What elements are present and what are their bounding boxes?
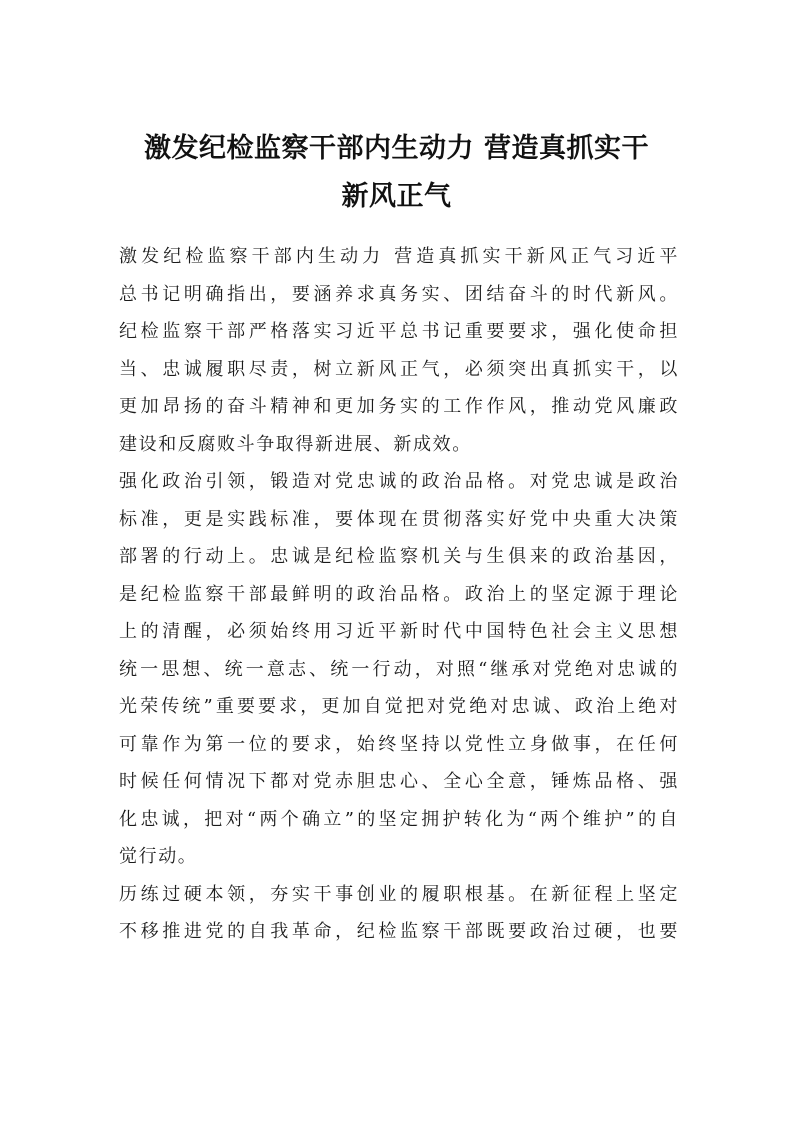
text-line: 部署的行动上。忠诚是纪检监察机关与生俱来的政治基因，	[119, 546, 679, 567]
document-title-line-1: 激发纪检监察干部内生动力 营造真抓实干	[144, 133, 649, 164]
document-title-line-2: 新风正气	[341, 181, 452, 212]
text-line: 觉行动。	[119, 846, 198, 867]
text-line: 是纪检监察干部最鲜明的政治品格。政治上的坚定源于理论	[119, 583, 679, 605]
text-line: 强化政治引领，锻造对党忠诚的政治品格。对党忠诚是政治	[119, 471, 679, 492]
text-line: 化忠诚，把对“两个确立”的坚定拥护转化为“两个维护”的自	[119, 808, 679, 830]
paragraph-3	[119, 876, 679, 951]
document-body	[119, 238, 679, 951]
paragraph-2	[119, 463, 679, 876]
text-line: 当、忠诚履职尽责，树立新风正气，必须突出真抓实干，以	[119, 358, 679, 380]
text-line: 更加昂扬的奋斗精神和更加务实的工作作风，推动党风廉政	[119, 396, 679, 417]
text-line: 光荣传统”重要要求，更加自觉把对党绝对忠诚、政治上绝对	[119, 696, 679, 717]
text-line: 标准，更是实践标准，要体现在贯彻落实好党中央重大决策	[119, 508, 679, 530]
text-line: 纪检监察干部严格落实习近平总书记重要要求，强化使命担	[119, 321, 679, 342]
text-line: 不移推进党的自我革命，纪检监察干部既要政治过硬，也要	[119, 921, 679, 942]
text-line: 建设和反腐败斗争取得新进展、新成效。	[119, 433, 472, 455]
paragraph-1	[119, 238, 679, 463]
text-line: 上的清醒，必须始终用习近平新时代中国特色社会主义思想	[119, 621, 679, 642]
text-line: 可靠作为第一位的要求，始终坚持以党性立身做事，在任何	[119, 733, 679, 755]
text-line: 统一思想、统一意志、统一行动，对照“继承对党绝对忠诚的	[119, 658, 679, 680]
text-line: 历练过硬本领，夯实干事创业的履职根基。在新征程上坚定	[119, 883, 679, 905]
text-line: 时候任何情况下都对党赤胆忠心、全心全意，锤炼品格、强	[119, 771, 679, 792]
text-line: 激发纪检监察干部内生动力 营造真抓实干新风正气习近平	[119, 246, 679, 267]
text-line: 总书记明确指出，要涵养求真务实、团结奋斗的时代新风。	[119, 283, 679, 305]
